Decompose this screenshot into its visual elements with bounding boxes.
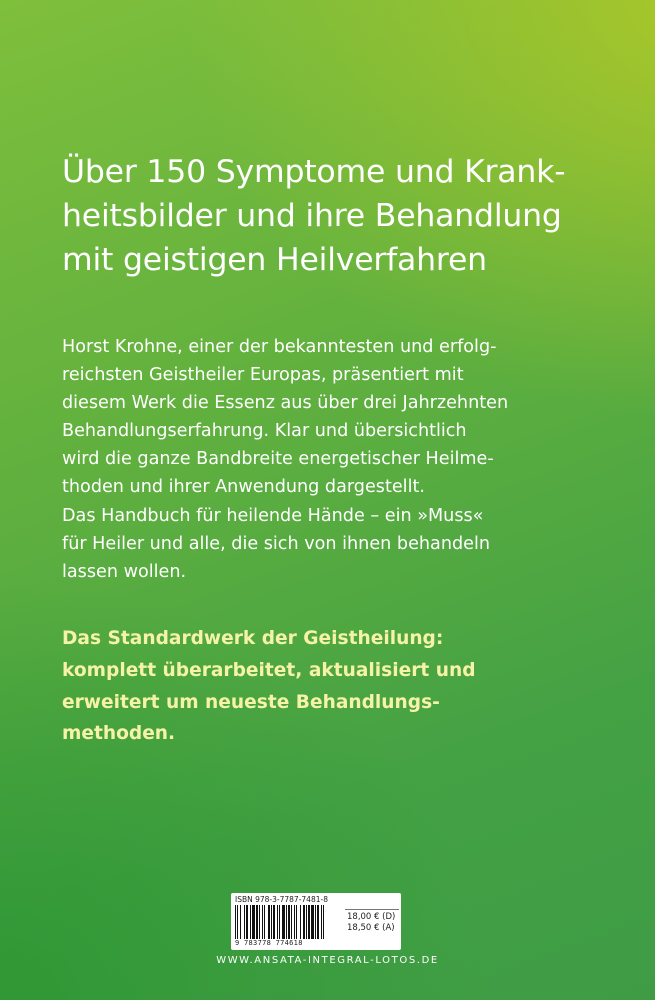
description-line: reichsten Geistheiler Europas, präsentiert mit <box>62 365 464 386</box>
description-line: wird die ganze Bandbreite energetischer Heilme- <box>62 449 494 470</box>
description-line: für Heiler und alle, die sich von ihnen behandeln <box>62 533 491 554</box>
description-line: diesem Werk die Essenz aus über drei Jahrzehnten <box>62 393 509 414</box>
highlight-statement <box>62 623 632 750</box>
description-line: Horst Krohne, einer der bekanntesten und erfolg- <box>62 337 497 357</box>
price-austria: 18,50 € (A) <box>347 923 395 933</box>
description-line: thoden und ihrer Anwendung dargestellt. <box>62 477 425 498</box>
barcode-image <box>235 905 343 939</box>
highlight-line: komplett überarbeitet, aktualisiert und <box>62 659 476 681</box>
headline-line: mit geistigen Heilverfahren <box>62 242 487 278</box>
publisher-website: WWW.ANSATA-INTEGRAL-LOTOS.DE <box>216 955 439 966</box>
price-list <box>347 912 399 934</box>
highlight-line: erweitert um neueste Behandlungs- <box>62 691 440 713</box>
highlight-line: Das Standardwerk der Geistheilung: <box>62 628 444 649</box>
barcode-label <box>231 893 401 950</box>
description <box>62 333 632 586</box>
description-line: Das Handbuch für heilende Hände – ein »Muss« <box>62 505 484 526</box>
headline-line: Über 150 Symptome und Krank- <box>62 154 566 190</box>
description-line: Behandlungserfahrung. Klar und übersichtlich <box>62 421 467 442</box>
description-line: lassen wollen. <box>62 561 187 582</box>
isbn-number: ISBN 978-3-7787-7481-8 <box>235 895 328 904</box>
highlight-line: methoden. <box>62 723 176 745</box>
price-germany: 18,00 € (D) <box>347 912 396 922</box>
price-divider <box>345 909 399 910</box>
barcode-digits: 9 783778 774618 <box>235 939 303 947</box>
headline-line: heitsbilder und ihre Behandlung <box>62 198 562 234</box>
headline <box>62 150 632 282</box>
